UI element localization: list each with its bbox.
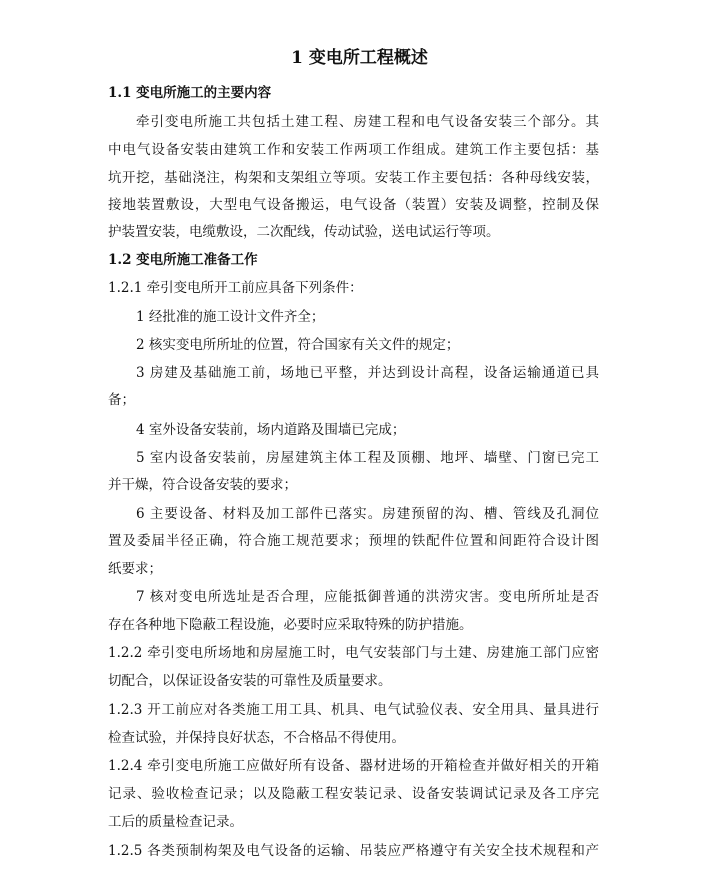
condition-6-cont: 置及委届半径正确，符合施工规范要求；预埋的铁配件位置和间距符合设计图 bbox=[108, 533, 599, 549]
section-heading-1-1: 1.1 变电所施工的主要内容 bbox=[108, 85, 272, 101]
condition-3: 3 房建及基础施工前，场地已平整，并达到设计高程，设备运输通道已具 bbox=[136, 365, 599, 381]
condition-1: 1 经批准的施工设计文件齐全； bbox=[136, 309, 325, 325]
clause-1-2-4-cont: 记录、验收检查记录；以及隐蔽工程安装记录、设备安装调试记录及各工序完 bbox=[108, 786, 599, 802]
condition-2: 2 核实变电所所址的位置，符合国家有关文件的规定； bbox=[136, 337, 460, 353]
section-heading-1-2: 1.2 变电所施工准备工作 bbox=[108, 252, 258, 268]
condition-7: 7 核对变电所选址是否合理，应能抵御普通的洪涝灾害。变电所所址是否 bbox=[136, 589, 599, 605]
condition-3-cont: 备； bbox=[108, 392, 135, 408]
clause-1-2-2: 1.2.2 牵引变电所场地和房屋施工时，电气安装部门与土建、房建施工部门应密 bbox=[108, 645, 599, 661]
clause-1-2-1: 1.2.1 牵引变电所开工前应具备下列条件： bbox=[108, 280, 363, 296]
condition-5: 5 室内设备安装前，房屋建筑主体工程及顶棚、地坪、墙壁、门窗已完工 bbox=[136, 450, 599, 466]
clause-1-2-4-cont: 工后的质量检查记录。 bbox=[108, 814, 243, 830]
condition-6-cont: 纸要求； bbox=[108, 561, 162, 577]
paragraph-line: 中电气设备安装由建筑工作和安装工作两项工作组成。建筑工作主要包括：基 bbox=[108, 142, 599, 158]
paragraph-line: 护装置安装，电缆敷设，二次配线，传动试验，送电试运行等项。 bbox=[108, 224, 500, 240]
condition-6: 6 主要设备、材料及加工部件已落实。房建预留的沟、槽、管线及孔洞位 bbox=[136, 506, 599, 522]
clause-1-2-3-cont: 检查试验，并保持良好状态，不合格品不得使用。 bbox=[108, 730, 405, 746]
paragraph-line: 接地装置敷设，大型电气设备搬运，电气设备（装置）安装及调整，控制及保 bbox=[108, 197, 599, 213]
condition-5-cont: 并干燥，符合设备安装的要求； bbox=[108, 477, 297, 493]
clause-1-2-5: 1.2.5 各类预制构架及电气设备的运输、吊装应严格遵守有关安全技术规程和产 bbox=[108, 843, 599, 859]
clause-1-2-4: 1.2.4 牵引变电所施工应做好所有设备、器材进场的开箱检查并做好相关的开箱 bbox=[108, 758, 599, 774]
clause-1-2-2-cont: 切配合，以保证设备安装的可靠性及质量要求。 bbox=[108, 673, 392, 689]
condition-4: 4 室外设备安装前，场内道路及围墙已完成； bbox=[136, 422, 406, 438]
chapter-title: 1 变电所工程概述 bbox=[291, 48, 428, 68]
clause-1-2-3: 1.2.3 开工前应对各类施工用工具、机具、电气试验仪表、安全用具、量具进行 bbox=[108, 702, 599, 718]
condition-7-cont: 存在各种地下隐蔽工程设施，必要时应采取特殊的防护措施。 bbox=[108, 617, 473, 633]
paragraph-line: 牵引变电所施工共包括土建工程、房建工程和电气设备安装三个部分。其 bbox=[136, 114, 599, 130]
paragraph-line: 坑开挖，基础浇注，构架和支架组立等项。安装工作主要包括：各种母线安装， bbox=[108, 170, 599, 186]
